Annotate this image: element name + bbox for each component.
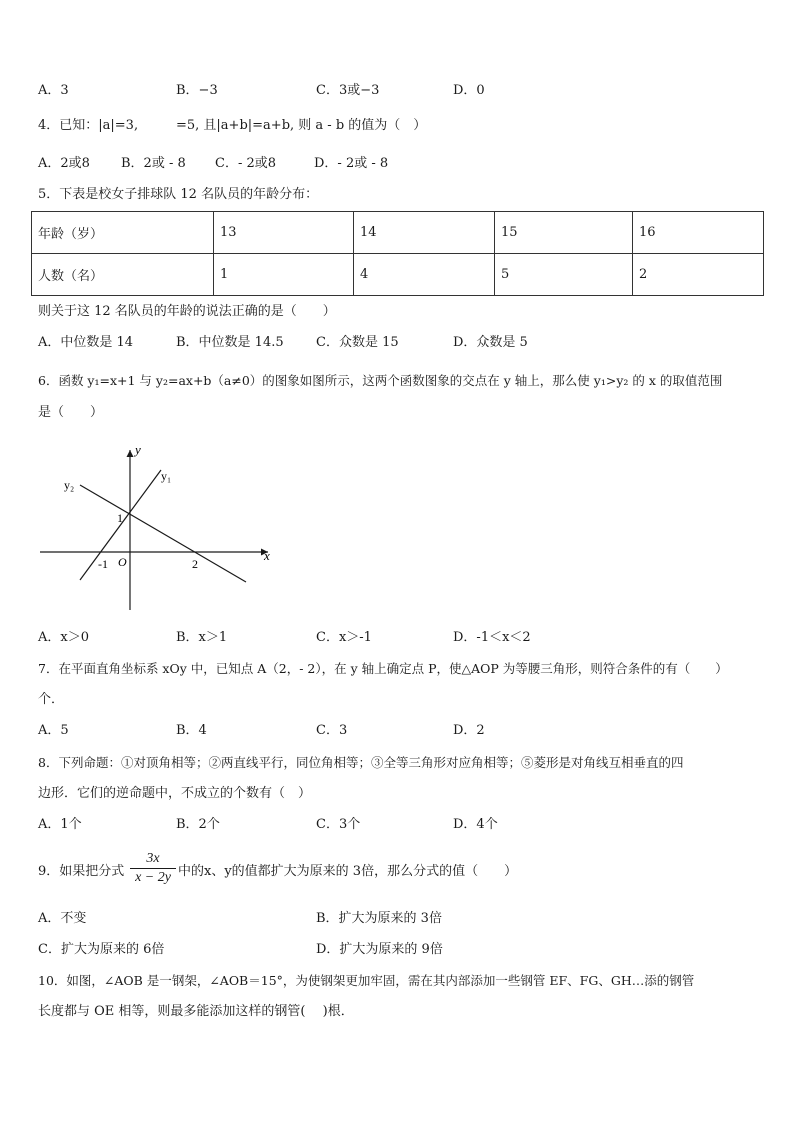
- table-cell: 14: [354, 212, 495, 254]
- table-cell: 16: [633, 212, 764, 254]
- q5-stem: 5．下表是校女子排球队 12 名队员的年龄分布：: [38, 187, 319, 202]
- q3-option-d: D．0: [453, 83, 485, 98]
- fraction-denominator: x − 2y: [135, 870, 171, 885]
- q6-stem-line2: 是（ ）: [38, 405, 104, 420]
- q4-option-b: B．2或 - 8: [121, 156, 186, 171]
- q9-stem-suffix: 中的x、y的值都扩大为原来的 3倍，那么分式的值（ ）: [178, 864, 518, 879]
- q7-option-c: C．3: [316, 723, 348, 738]
- q9-stem-prefix: 9．如果把分式: [38, 864, 125, 879]
- table-row: [32, 254, 764, 296]
- line-y1-label: y₁: [161, 469, 172, 483]
- q6-option-a: A．x＞0: [38, 630, 89, 645]
- q4-stem-part2: =5, 且|a+b|=a+b, 则 a - b 的值为（ ）: [176, 118, 427, 133]
- q6-option-b: B．x＞1: [176, 630, 228, 645]
- q7-stem-line1: 7．在平面直角坐标系 xOy 中，已知点 A（2，- 2），在 y 轴上确定点 P，使△AOP 为等腰三角形，则符合条件的有（ ）: [38, 661, 728, 676]
- q10-stem-line1: 10．如图，∠AOB 是一钢架，∠AOB＝15°，为使钢架更加牢固，需在其内部添加一些钢管 EF、FG、GH…添的钢管: [38, 973, 695, 988]
- function-graph: [30, 440, 280, 620]
- age-distribution-table: [31, 211, 764, 296]
- q4-option-d: D．- 2或 - 8: [314, 156, 389, 171]
- q8-stem-line2: 边形．它们的逆命题中，不成立的个数有（ ）: [38, 786, 312, 801]
- q4-option-a: A．2或8: [38, 156, 90, 171]
- table-cell: 15: [495, 212, 633, 254]
- q8-option-d: D．4个: [453, 817, 498, 832]
- tick-label-neg1: -1: [98, 557, 108, 571]
- table-cell: 1: [214, 254, 354, 296]
- q5-option-a: A．中位数是 14: [38, 335, 134, 350]
- q5-followup: 则关于这 12 名队员的年龄的说法正确的是（ ）: [38, 304, 336, 319]
- table-cell: 5: [495, 254, 633, 296]
- q9-option-d: D．扩大为原来的 9倍: [316, 942, 443, 957]
- q5-option-d: D．众数是 5: [453, 335, 528, 350]
- table-cell: 4: [354, 254, 495, 296]
- tick-label-1: 1: [117, 511, 123, 525]
- q3-option-c: C．3或−3: [316, 83, 380, 98]
- q5-option-c: C．众数是 15: [316, 335, 399, 350]
- q9-option-b: B．扩大为原来的 3倍: [316, 911, 442, 926]
- fraction-numerator: 3x: [146, 851, 160, 866]
- q7-option-a: A．5: [38, 723, 69, 738]
- q9-option-c: C．扩大为原来的 6倍: [38, 942, 165, 957]
- q4-option-c: C．- 2或8: [215, 156, 277, 171]
- q7-option-b: B．4: [176, 723, 207, 738]
- q3-option-a: A．3: [38, 83, 69, 98]
- q7-option-d: D．2: [453, 723, 485, 738]
- y-axis-label: y: [135, 442, 141, 457]
- table-row: [32, 212, 764, 254]
- q8-option-c: C．3个: [316, 817, 361, 832]
- table-cell: 13: [214, 212, 354, 254]
- q8-stem-line1: 8．下列命题：①对顶角相等；②两直线平行，同位角相等；③全等三角形对应角相等；⑤菱形是对角线互相垂直的四: [38, 755, 684, 770]
- fraction-bar: [130, 868, 176, 869]
- q5-option-b: B．中位数是 14.5: [176, 335, 284, 350]
- q9-option-a: A．不变: [38, 911, 87, 926]
- q8-option-a: A．1个: [38, 817, 82, 832]
- table-cell: 2: [633, 254, 764, 296]
- q9-fraction: [130, 851, 176, 886]
- q6-stem-line1: 6．函数 y₁=x+1 与 y₂=ax+b（a≠0）的图象如图所示，这两个函数图象的交点在 y 轴上，那么使 y₁>y₂ 的 x 的取值范围: [38, 373, 723, 388]
- q7-stem-line2: 个．: [38, 692, 65, 707]
- table-cell: 年龄（岁）: [32, 212, 214, 254]
- origin-label: O: [118, 555, 127, 569]
- q6-option-c: C．x＞-1: [316, 630, 372, 645]
- q6-option-d: D．-1＜x＜2: [453, 630, 531, 645]
- q8-option-b: B．2个: [176, 817, 220, 832]
- line-y2-label: y₂: [64, 478, 75, 492]
- table-cell: 人数（名）: [32, 254, 214, 296]
- q3-option-b: B．−3: [176, 83, 218, 98]
- q4-stem-part1: 4．已知：|a|=3,: [38, 118, 139, 133]
- x-axis-label: x: [264, 548, 270, 563]
- q10-stem-line2: 长度都与 OE 相等，则最多能添加这样的钢管( )根．: [38, 1004, 354, 1019]
- tick-label-2: 2: [192, 557, 198, 571]
